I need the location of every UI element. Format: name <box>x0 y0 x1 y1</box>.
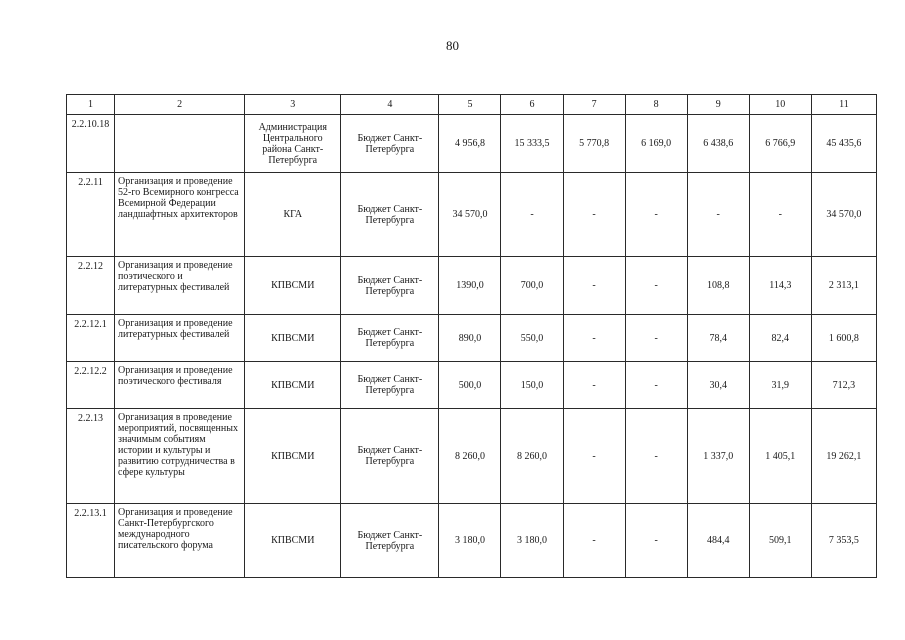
row-value-col6: 3 180,0 <box>501 504 563 578</box>
row-name: Организация и проведение литературных фестивалей <box>115 315 245 362</box>
row-value-col5: 8 260,0 <box>439 409 501 504</box>
row-name: Организация и проведение поэтического фестиваля <box>115 362 245 409</box>
row-value-col10: 509,1 <box>749 504 811 578</box>
row-value-col10: 82,4 <box>749 315 811 362</box>
row-value-col5: 3 180,0 <box>439 504 501 578</box>
row-value-col5: 1390,0 <box>439 257 501 315</box>
row-value-col8: - <box>625 362 687 409</box>
column-header: 8 <box>625 95 687 115</box>
row-value-col11: 2 313,1 <box>811 257 876 315</box>
table-row <box>67 362 877 409</box>
column-header: 5 <box>439 95 501 115</box>
header-row <box>67 95 877 115</box>
table-row <box>67 257 877 315</box>
row-value-col7: - <box>563 257 625 315</box>
row-value-col6: 550,0 <box>501 315 563 362</box>
row-executor: КГА <box>245 173 341 257</box>
page-number: 80 <box>446 38 459 53</box>
row-value-col9: 108,8 <box>687 257 749 315</box>
row-executor: КПВСМИ <box>245 362 341 409</box>
row-executor: КПВСМИ <box>245 504 341 578</box>
row-source: Бюджет Санкт-Петербурга <box>341 362 439 409</box>
row-value-col10: 1 405,1 <box>749 409 811 504</box>
row-value-col5: 4 956,8 <box>439 115 501 173</box>
row-code: 2.2.10.18 <box>67 115 115 173</box>
row-code: 2.2.13.1 <box>67 504 115 578</box>
row-executor: КПВСМИ <box>245 315 341 362</box>
column-header: 11 <box>811 95 876 115</box>
row-value-col10: 31,9 <box>749 362 811 409</box>
row-source: Бюджет Санкт-Петербурга <box>341 257 439 315</box>
row-value-col8: - <box>625 504 687 578</box>
row-source: Бюджет Санкт-Петербурга <box>341 173 439 257</box>
column-header: 2 <box>115 95 245 115</box>
row-name: Организация и проведение 52-го Всемирного конгресса Всемирной Федерации ландшафтных архитекторов <box>115 173 245 257</box>
row-source: Бюджет Санкт-Петербурга <box>341 504 439 578</box>
row-value-col8: - <box>625 315 687 362</box>
row-code: 2.2.11 <box>67 173 115 257</box>
row-value-col9: 484,4 <box>687 504 749 578</box>
row-value-col11: 712,3 <box>811 362 876 409</box>
row-value-col9: - <box>687 173 749 257</box>
table-row <box>67 409 877 504</box>
column-header: 9 <box>687 95 749 115</box>
row-value-col8: - <box>625 409 687 504</box>
row-value-col7: - <box>563 504 625 578</box>
row-value-col5: 500,0 <box>439 362 501 409</box>
row-value-col11: 19 262,1 <box>811 409 876 504</box>
row-value-col11: 1 600,8 <box>811 315 876 362</box>
row-name: Организация и проведение Санкт-Петербургского международного писательского форума <box>115 504 245 578</box>
row-name: Организация в проведение мероприятий, посвященных значимым событиям истории и культуры и развитию сотрудничества в сфере культуры <box>115 409 245 504</box>
row-source: Бюджет Санкт-Петербурга <box>341 409 439 504</box>
row-value-col8: 6 169,0 <box>625 115 687 173</box>
column-header: 10 <box>749 95 811 115</box>
row-value-col5: 34 570,0 <box>439 173 501 257</box>
row-executor: КПВСМИ <box>245 409 341 504</box>
row-value-col7: - <box>563 362 625 409</box>
row-value-col9: 30,4 <box>687 362 749 409</box>
row-source: Бюджет Санкт-Петербурга <box>341 115 439 173</box>
row-value-col11: 7 353,5 <box>811 504 876 578</box>
row-value-col6: 15 333,5 <box>501 115 563 173</box>
column-header: 3 <box>245 95 341 115</box>
row-value-col11: 34 570,0 <box>811 173 876 257</box>
table-row <box>67 504 877 578</box>
row-value-col11: 45 435,6 <box>811 115 876 173</box>
column-header: 4 <box>341 95 439 115</box>
row-value-col8: - <box>625 257 687 315</box>
table-row <box>67 173 877 257</box>
column-header: 6 <box>501 95 563 115</box>
row-code: 2.2.13 <box>67 409 115 504</box>
row-executor: КПВСМИ <box>245 257 341 315</box>
row-name: Организация и проведение поэтического и литературных фестивалей <box>115 257 245 315</box>
row-value-col10: 114,3 <box>749 257 811 315</box>
row-value-col10: - <box>749 173 811 257</box>
row-value-col9: 6 438,6 <box>687 115 749 173</box>
column-header: 7 <box>563 95 625 115</box>
row-value-col7: - <box>563 173 625 257</box>
row-value-col5: 890,0 <box>439 315 501 362</box>
row-code: 2.2.12 <box>67 257 115 315</box>
row-value-col7: 5 770,8 <box>563 115 625 173</box>
row-value-col7: - <box>563 409 625 504</box>
column-header: 1 <box>67 95 115 115</box>
row-value-col10: 6 766,9 <box>749 115 811 173</box>
budget-table <box>66 94 877 578</box>
row-name <box>115 115 245 173</box>
table-row <box>67 115 877 173</box>
row-value-col9: 78,4 <box>687 315 749 362</box>
row-value-col6: 8 260,0 <box>501 409 563 504</box>
row-code: 2.2.12.2 <box>67 362 115 409</box>
row-executor: Администрация Центрального района Санкт-Петербурга <box>245 115 341 173</box>
row-value-col6: 150,0 <box>501 362 563 409</box>
row-code: 2.2.12.1 <box>67 315 115 362</box>
row-value-col7: - <box>563 315 625 362</box>
row-value-col6: 700,0 <box>501 257 563 315</box>
row-source: Бюджет Санкт-Петербурга <box>341 315 439 362</box>
row-value-col6: - <box>501 173 563 257</box>
row-value-col8: - <box>625 173 687 257</box>
table-row <box>67 315 877 362</box>
row-value-col9: 1 337,0 <box>687 409 749 504</box>
